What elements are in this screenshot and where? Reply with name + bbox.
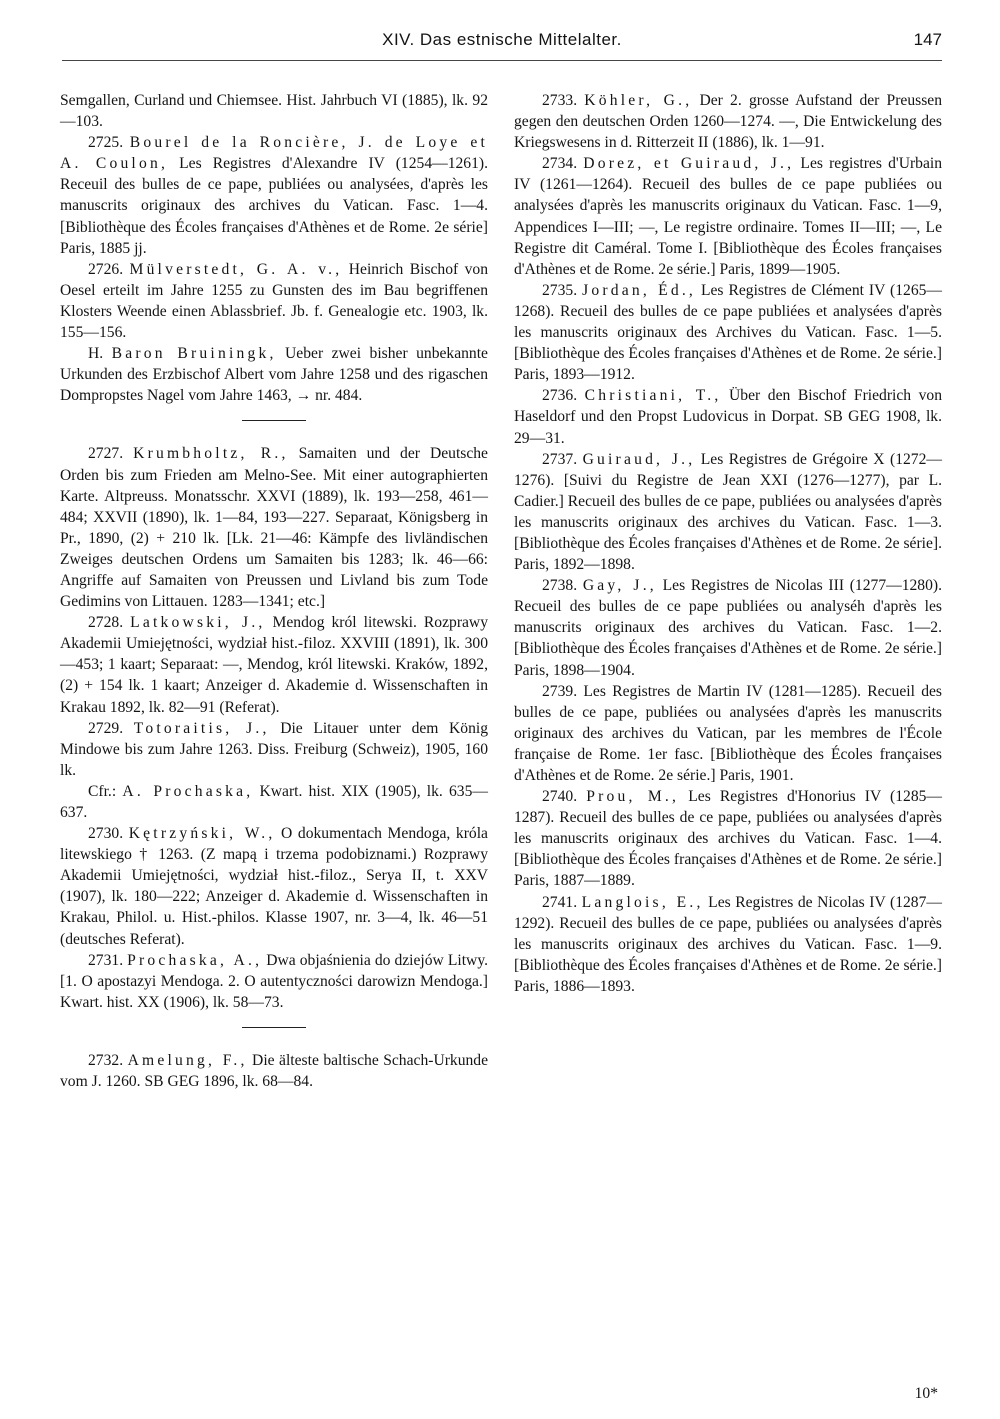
- entry-text: Les Registres de Grégoire X (1272—1276). [Suivi du Registre de Jean XXI (1276—1277), par L. Cadier.] Recueil des bulles de ce pape, publiées ou analysées d'après les manuscrits originaux des archives du Vatican. Fasc. 1—3. [Bibliothèque des Écoles françaises d'Athènes et de Rome. 2e série]. Paris, 1892—1898.: [514, 450, 942, 574]
- entry-number: 2738.: [542, 577, 578, 595]
- entry-list-a: [60, 132, 488, 406]
- entry-text: Les Registres de Clément IV (1265—1268). Recueil des bulles de ce pape publiées et analysées d'après les manuscrits originaux des Archives du Vatican. Fasc. 1—5. [Bibliothèque des Écoles françaises d'Athènes et de Rome. 2e série.] Paris, 1893—1912.: [514, 281, 943, 384]
- entry-number: 2729.: [88, 719, 124, 737]
- bibliography-entry: [60, 443, 488, 612]
- entry-text: Kwart. hist. XIX (1905), lk. 635—637.: [60, 782, 488, 821]
- left-column: [60, 90, 488, 1092]
- entry-author: Amelung, F.,: [127, 1051, 248, 1069]
- entry-number: 2735.: [542, 281, 578, 299]
- entry-number: 2727.: [88, 445, 124, 463]
- entry-text: Mendog król litewski. Rozprawy Akademii Umiejętności, wydział hist.-filoz. XXVIII (1891), lk. 300—453; 1 kaart; Separaat: —, Mendog, król litewski. Kraków, 1892, (2) + 154 lk. 1 kaart; Anzeiger d. Akademie d. Wissenschaften in Krakau 1892, lk. 82—91 (Referat).: [60, 614, 488, 716]
- entry-number: 2733.: [542, 92, 578, 109]
- entry-number: 2740.: [542, 788, 578, 806]
- running-title: XIV. Das estnische Mittelalter.: [382, 30, 622, 49]
- bibliography-entry: [60, 612, 488, 717]
- bibliography-entry: [514, 681, 942, 786]
- entry-number: 2732.: [88, 1051, 124, 1069]
- entry-author: Dorez, et Guiraud, J.,: [583, 155, 795, 173]
- section-separator: [242, 1027, 306, 1028]
- bibliography-entry: [60, 781, 488, 823]
- bibliography-entry: [514, 575, 942, 680]
- entry-text: Ueber zwei bisher unbekannte Urkunden des Erzbischof Albert vom Jahre 1258 und des rigaschen Dompropstes Nagel vom Jahre 1463, → nr. 484.: [60, 345, 488, 405]
- entry-text: Dwa objaśnienia do dziejów Litwy. [1. O apostazyi Mendoga. 2. O autentyczności darowizn Mendoga.] Kwart. hist. XX (1906), lk. 58—73.: [60, 951, 489, 1011]
- entry-number: 2741.: [542, 893, 578, 911]
- right-column: [514, 90, 942, 997]
- entry-author: Prochaska, A.,: [127, 951, 263, 969]
- entry-author: Baron Bruiningk,: [111, 345, 277, 363]
- entry-text: Die Litauer unter dem König Mindowe bis zum Jahre 1263. Diss. Freiburg (Schweiz), 1905, 160 lk.: [60, 719, 488, 779]
- entry-number: Cfr.:: [88, 782, 117, 800]
- bibliography-entry: [60, 950, 488, 1013]
- entry-number: 2731.: [88, 951, 124, 969]
- bibliography-entry: [60, 132, 488, 259]
- section-separator: [242, 420, 306, 421]
- entry-author: Köhler, G.,: [584, 92, 693, 109]
- entry-author: Bourel de la Roncière, J. de Loye et A. Coulon,: [60, 134, 488, 173]
- entry-text: Der 2. grosse Aufstand der Preussen gegen den deutschen Orden 1260—1274. —, Die Entwickelung des Kriegswesens in d. Ritterzeit II (1886), lk. 1—91.: [514, 92, 942, 152]
- entry-number: 2726.: [88, 260, 124, 278]
- entry-author: Christiani, T.,: [584, 387, 722, 405]
- bibliography-entry: [60, 343, 488, 406]
- bibliography-entry: [514, 786, 942, 891]
- entry-text: Die älteste baltische Schach-Urkunde vom J. 1260. SB GEG 1896, lk. 68—84.: [60, 1051, 489, 1091]
- bibliography-entry: [514, 385, 942, 448]
- entry-text: Les Registres de Martin IV (1281—1285). Recueil des bulles de ce pape, publiées ou analysées d'après les manuscrits originaux des archives du Vatican, par les membres de l'École française de Rome. 1er fasc. [Bibliothèque des Écoles françaises d'Athènes et de Rome. 2e série.] Paris, 1901.: [514, 682, 942, 784]
- entry-number: 2730.: [88, 825, 124, 843]
- entry-number: 2736.: [542, 387, 578, 405]
- entry-author: Jordan, Éd.,: [582, 281, 697, 299]
- entry-list-b: [60, 443, 488, 1013]
- entry-text: Heinrich Bischof von Oesel erteilt im Jahre 1255 zu Gunsten des im Bau begriffenen Klosters Weende einen Ablassbrief. Jb. f. Genealogie etc. 1903, lk. 155—156.: [60, 260, 489, 342]
- entry-author: Kętrzyński, W.,: [128, 825, 276, 843]
- entry-number: 2737.: [542, 450, 578, 468]
- header-rule: [62, 60, 942, 61]
- page-number: 147: [913, 30, 942, 49]
- entry-author: Totoraitis, J.,: [133, 719, 270, 737]
- entry-text: Samaiten und der Deutsche Orden bis zum Frieden am Melno-See. Mit einer autographierten Karte. Altpreuss. Monatsschr. XXVI (1889), lk. 193—258, 461—484; XXVII (1890), lk. 1—84, 193—227. Separaat, Königsberg in Pr., 1890, (2) + 210 lk. [Lk. 21—46: Kämpfe des livländischen Zweiges deutschen Ordens um Samaiten bis 1283; lk. 46—66: Angriffe auf Samaiten von Preussen und Livland bis zum Tode Gedimins von Littauen. 1283—1341; etc.]: [60, 445, 488, 611]
- entry-list-c: [60, 1050, 488, 1092]
- entry-text: Les Registres d'Alexandre IV (1254—1261). Receuil des bulles de ce pape, publiées ou analysées, d'après les manuscrits originaux des archives du Vatican. Fasc. 1—4. [Bibliothèque des Écoles françaises d'Athènes et de Rome. 2e série] Paris, 1885 jj.: [60, 155, 488, 257]
- entry-text: Les Registres de Nicolas III (1277—1280). Recueil des bulles de ce pape publiées ou analyséh d'après les manuscrits originaux des archives du Vatican. Fasc. 1—2. [Bibliothèque des Écoles françaises d'Athènes et de Rome. 2e série.] Paris, 1898—1904.: [514, 577, 942, 679]
- entry-number: 2728.: [88, 614, 124, 632]
- bibliography-entry: [514, 153, 942, 280]
- signature-mark: 10*: [914, 1385, 938, 1402]
- entry-author: Latkowski, J.,: [130, 614, 266, 632]
- entry-author: Gay, J.,: [582, 577, 657, 595]
- entry-text: Über den Bischof Friedrich von Haseldorf und den Propst Ludovicus in Dorpat. SB GEG 1908, lk. 29—31.: [514, 387, 942, 447]
- entry-author: Guiraud, J.,: [582, 450, 696, 468]
- entry-number: 2725.: [88, 134, 124, 152]
- entry-text: O dokumentach Mendoga, króla litewskiego † 1263. (Z mapą i trzema podobiznami.) Rozprawy Akademii Umiejętności, wydział hist.-filoz., Serya II, t. XXV (1907), lk. 180—222; Anzeiger d. Akademie d. Wissenschaften in Krakau, Philol. u. Hist.-philos. Klasse 1907, nr. 3—4, lk. 46—51 (deutsches Referat).: [60, 825, 488, 948]
- entry-text: Les Registres de Nicolas IV (1287—1292). Recueil des bulles de ce pape, publiées ou analysées d'après les manuscrits originaux des archives du Vatican. Fasc. 1—9. [Bibliothèque des Écoles françaises d'Athènes et de Rome. 2e série.] Paris, 1886—1893.: [514, 893, 942, 995]
- bibliography-entry: [60, 259, 488, 343]
- bibliography-entry: [60, 1050, 488, 1092]
- bibliography-entry: [514, 449, 942, 576]
- entry-author: Krumbholtz, R.,: [133, 445, 289, 463]
- entry-author: Mülverstedt, G. A. v.,: [129, 260, 343, 278]
- entry-author: A. Prochaska,: [122, 782, 254, 800]
- entry-number: H.: [88, 345, 104, 363]
- bibliography-entry: [514, 280, 942, 385]
- bibliography-entry: [60, 718, 488, 781]
- entry-list-right: [514, 90, 942, 997]
- bibliography-entry: [514, 892, 942, 997]
- continuation-text: Semgallen, Curland und Chiemsee. Hist. Jahrbuch VI (1885), lk. 92—103.: [60, 92, 488, 131]
- entry-author: Langlois, E.,: [581, 893, 704, 911]
- entry-text: Les Registres d'Honorius IV (1285—1287). Recueil des bulles de ce pape, publiées ou analysées d'après les manuscrits originaux des archives du Vatican. Fasc. 1—4. [Bibliothèque des Écoles françaises d'Athènes et de Rome. 2e série.] Paris, 1887—1889.: [514, 788, 943, 890]
- entry-number: 2734.: [542, 155, 578, 173]
- entry-author: Prou, M.,: [586, 788, 680, 806]
- entry-text: Les registres d'Urbain IV (1261—1264). Recueil des bulles de ce pape publiées ou analysées d'après les manuscrits originaux du Vatican. Fasc. 1—9, Appendices I—III; —, Le registre ordinaire. Tomes II—III; —, Le Registre dit Caméral. Tome I. [Bibliothèque des Écoles françaises d'Athènes et de Rome. 2e série.] Paris, 1899—1905.: [514, 155, 942, 278]
- entry-number: 2739.: [542, 682, 578, 700]
- bibliography-entry: [514, 90, 942, 153]
- bibliography-entry: [60, 823, 488, 950]
- running-header: [62, 30, 942, 56]
